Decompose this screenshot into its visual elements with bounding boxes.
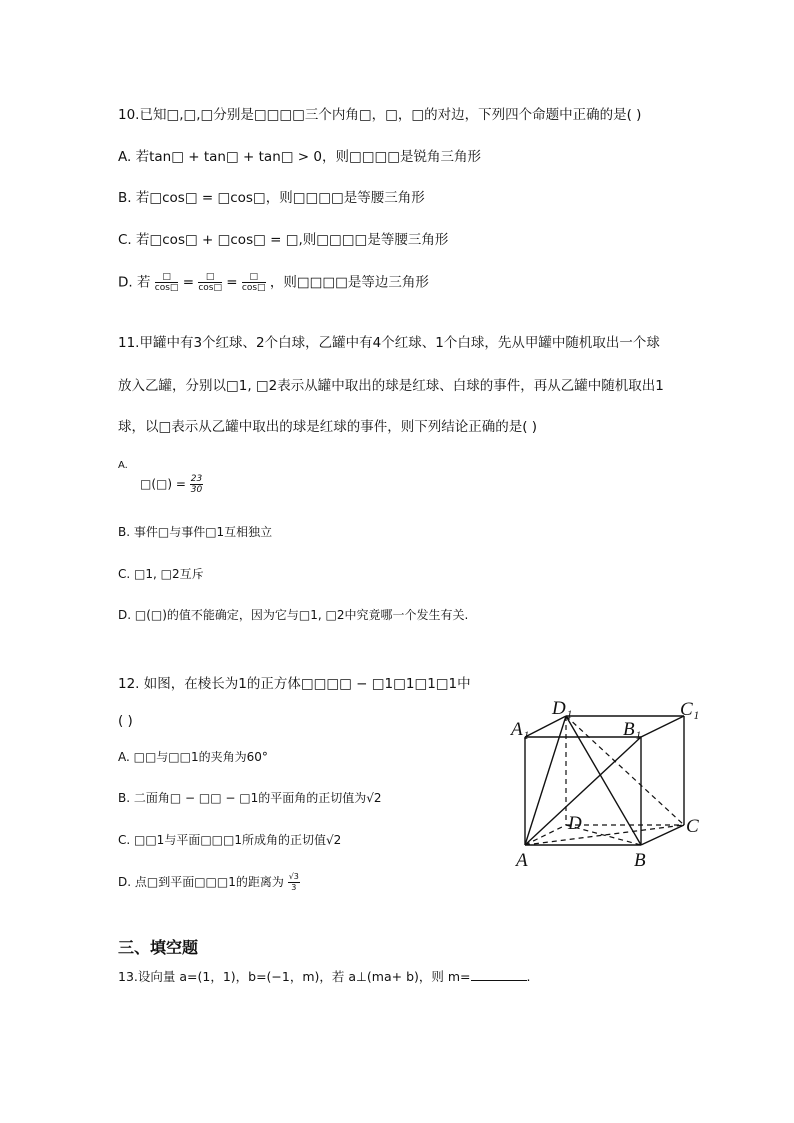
- fraction-numerator: √3: [288, 872, 299, 881]
- q10-d-fraction-2: [198, 272, 222, 293]
- fraction-denominator: 3: [291, 883, 297, 892]
- cube-diagram: [508, 695, 708, 875]
- q11-option-a: [140, 474, 203, 495]
- fraction-denominator: cos□: [241, 283, 266, 293]
- q10-option-b: B. 若□cos□ = □cos□，则□□□□是等腰三角形: [118, 190, 425, 206]
- q10-d-fraction-1: [155, 272, 179, 293]
- cube-figure: [508, 695, 708, 879]
- q11-line-3: 球，以□表示从乙罐中取出的球是红球的事件，则下列结论正确的是( ): [118, 419, 538, 435]
- fraction-denominator: 30: [190, 485, 203, 495]
- fraction-numerator: □: [242, 272, 266, 283]
- q12-d-fraction: [288, 872, 300, 893]
- fraction-numerator: 23: [190, 474, 203, 484]
- label-d1: D₁: [552, 698, 573, 719]
- fraction-numerator: □: [198, 272, 222, 283]
- label-b1: B₁: [623, 719, 642, 740]
- section-title: 三、填空题: [118, 938, 199, 957]
- q12-option-b: B. 二面角□ − □□ − □1的平面角的正切值为√2: [118, 791, 382, 805]
- q11-a-fraction: [190, 474, 203, 495]
- label-c: C: [686, 816, 699, 837]
- q10-option-c: C. 若□cos□ + □cos□ = □,则□□□□是等腰三角形: [118, 232, 449, 248]
- q12-option-a: A. □□与□□1的夹角为60°: [118, 750, 268, 764]
- q12-stem: 12. 如图，在棱长为1的正方体□□□□ − □1□1□1□1中: [118, 676, 471, 692]
- fraction-denominator: cos□: [198, 283, 222, 293]
- fraction-denominator: cos□: [154, 283, 179, 293]
- q10-stem: 10.已知□,□,□分别是□□□□三个内角□，□，□的对边，下列四个命题中正确的是( ): [118, 107, 642, 123]
- q11-option-d: D. □(□)的值不能确定，因为它与□1, □2中究竟哪一个发生有关.: [118, 608, 469, 622]
- q10-d-suffix: ，则□□□□是等边三角形: [269, 274, 429, 291]
- q10-option-a: A. 若tan□ + tan□ + tan□ > 0，则□□□□是锐角三角形: [118, 149, 482, 165]
- q12-option-d: [118, 872, 300, 893]
- q12-d-text: D. 点□到平面□□□1的距离为: [118, 875, 284, 889]
- q11-option-c: C. □1, □2互斥: [118, 567, 204, 581]
- q11-option-b: B. 事件□与事件□1互相独立: [118, 525, 273, 539]
- q11-line-2: 放入乙罐，分别以□1, □2表示从罐中取出的球是红球、白球的事件，再从乙罐中随机取出1: [118, 378, 664, 394]
- fraction-numerator: □: [155, 272, 179, 283]
- label-a1: A₁: [511, 719, 530, 740]
- q11-a-text: □(□) =: [140, 477, 186, 491]
- edge-b1-c1: [641, 716, 684, 737]
- q10-d-fraction-3: [242, 272, 266, 293]
- q13-line: [118, 966, 531, 986]
- q12-answer-paren: ( ): [118, 713, 133, 729]
- q12-option-c: C. □□1与平面□□□1所成角的正切值√2: [118, 833, 342, 847]
- q11-line-1: 11.甲罐中有3个红球、2个白球，乙罐中有4个红球、1个白球，先从甲罐中随机取出一个球: [118, 335, 660, 351]
- q11-option-a-label: A.: [118, 460, 128, 471]
- q10-option-d: D. 若 $\frac{□}{\cos□}$ = $\frac{□}{\cos□}$ = $\frac{□}{\cos□}$ ，则□□□□是等边三角形: [118, 272, 429, 293]
- q13-end: .: [526, 969, 531, 984]
- label-d: D: [568, 813, 582, 834]
- label-b: B: [634, 850, 646, 871]
- label-a: A: [516, 850, 528, 871]
- label-c1: C₁: [680, 699, 700, 720]
- q13-text: 13.设向量 a=(1，1)，b=(−1，m)，若 a⊥(ma+ b)，则 m=: [118, 969, 471, 984]
- q10-d-prefix: D. 若: [118, 274, 151, 291]
- q13-answer-blank[interactable]: [471, 966, 527, 981]
